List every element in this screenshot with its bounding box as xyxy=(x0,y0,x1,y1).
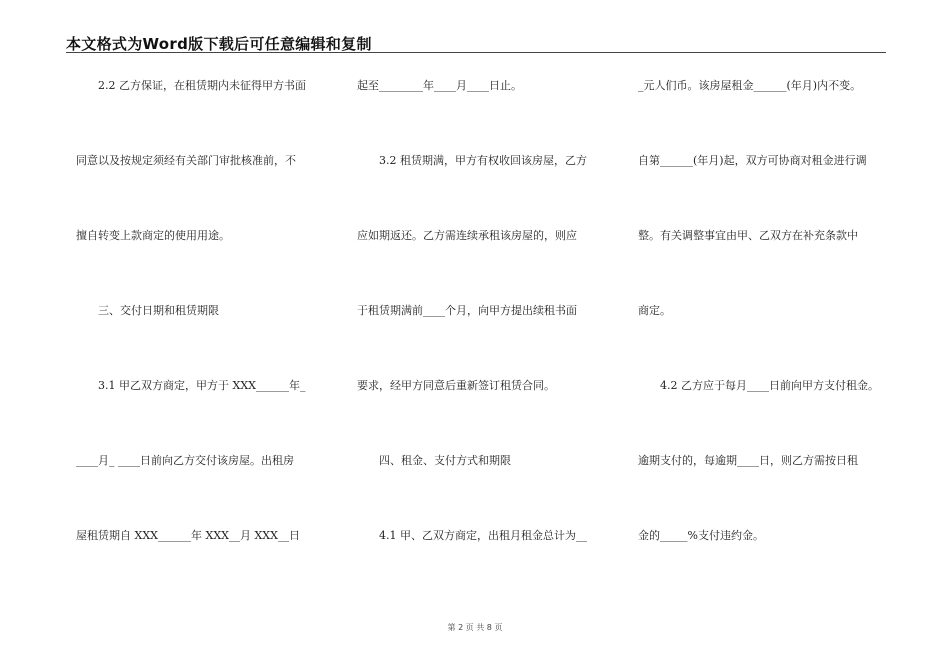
column-2-line-1: 起至________年____月____日止。 xyxy=(357,79,522,92)
column-2-line-7: 4.1 甲、乙双方商定，出租月租金总计为__ xyxy=(357,529,587,542)
document-header-title: 本文格式为Word版下载后可任意编辑和复制 xyxy=(66,35,372,53)
column-1-line-5: 3.1 甲乙双方商定，甲方于 XXX______年_ xyxy=(76,379,306,392)
column-2-line-5: 要求，经甲方同意后重新签订租赁合同。 xyxy=(357,379,555,392)
column-1-line-6: ____月_ ____日前向乙方交付该房屋。出租房 xyxy=(76,454,294,467)
column-2-line-3: 应如期返还。乙方需连续承租该房屋的，则应 xyxy=(357,229,577,242)
column-3-line-1: _元人们币。该房屋租金______(年月)内不变。 xyxy=(638,79,862,92)
page-number-footer: 第 2 页 共 8 页 xyxy=(447,623,503,632)
column-3-line-7: 金的_____%支付违约金。 xyxy=(638,529,764,542)
column-3-line-2: 自第______(年月)起，双方可协商对租金进行调 xyxy=(638,154,867,167)
header-divider xyxy=(66,52,886,53)
column-3-line-6: 逾期支付的，每逾期____日，则乙方需按日租 xyxy=(638,454,858,467)
column-1-line-3: 擅自转变上款商定的使用用途。 xyxy=(76,229,230,242)
column-2-line-4: 于租赁期满前____个月，向甲方提出续租书面 xyxy=(357,304,577,317)
column-2-line-6: 四、租金、支付方式和期限 xyxy=(357,454,511,467)
column-2-line-2: 3.2 租赁期满，甲方有权收回该房屋，乙方 xyxy=(357,154,587,167)
column-3-line-3: 整。有关调整事宜由甲、乙双方在补充条款中 xyxy=(638,229,858,242)
column-1-line-7: 屋租赁期自 XXX______年 XXX__月 XXX__日 xyxy=(76,529,300,542)
column-1-line-4: 三、交付日期和租赁期限 xyxy=(76,304,219,317)
column-1-line-2: 同意以及按规定须经有关部门审批核准前，不 xyxy=(76,154,296,167)
column-3-line-4: 商定。 xyxy=(638,304,671,317)
column-3-line-5: 4.2 乙方应于每月____日前向甲方支付租金。 xyxy=(638,379,879,392)
column-1-line-1: 2.2 乙方保证，在租赁期内未征得甲方书面 xyxy=(76,79,306,92)
